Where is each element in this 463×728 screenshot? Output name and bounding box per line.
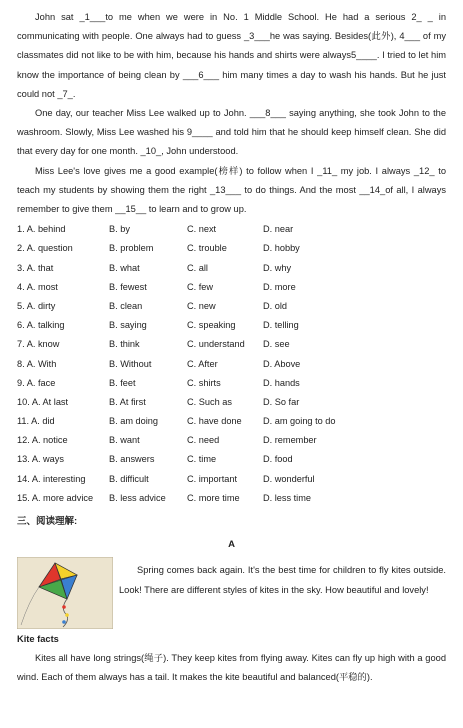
- option-row: [17, 278, 446, 297]
- option-choice: D. telling: [263, 320, 299, 331]
- section-title: 三、阅读理解:: [17, 516, 78, 528]
- option-choice: B. want: [109, 435, 140, 446]
- option-choice: 15. A. more advice: [17, 492, 94, 503]
- option-choice: 3. A. that: [17, 262, 54, 273]
- option-choice: 8. A. With: [17, 358, 57, 369]
- option-choice: 1. A. behind: [17, 224, 66, 235]
- option-choice: B. think: [109, 339, 140, 350]
- option-choice: B. Without: [109, 358, 152, 369]
- option-choice: B. clean: [109, 300, 143, 311]
- option-row: [17, 259, 446, 278]
- option-choice: D. wonderful: [263, 473, 315, 484]
- option-row: [17, 450, 446, 469]
- option-choice: B. am doing: [109, 416, 159, 427]
- option-choice: C. speaking: [187, 320, 236, 331]
- passage-paragraph-2: One day, our teacher Miss Lee walked up to John. ___8___ saying anything, she took John to the washroom. Slowly, Miss Lee washed his 9____ and told him that he should keep himself clean. She did that every day for one month. _10_, John understood.: [17, 108, 446, 157]
- option-choice: D. near: [263, 224, 294, 235]
- kite-image: [17, 557, 113, 629]
- option-choice: D. see: [263, 339, 290, 350]
- option-choice: D. food: [263, 454, 293, 465]
- kite-block: [17, 557, 446, 629]
- options-list: [17, 220, 446, 508]
- option-choice: D. am going to do: [263, 416, 336, 427]
- option-choice: C. trouble: [187, 243, 227, 254]
- option-choice: B. saying: [109, 320, 147, 331]
- option-choice: 4. A. most: [17, 281, 58, 292]
- option-choice: C. understand: [187, 339, 245, 350]
- option-choice: D. So far: [263, 396, 300, 407]
- option-choice: 11. A. did: [17, 416, 55, 427]
- option-choice: C. all: [187, 262, 208, 273]
- option-row: [17, 412, 446, 431]
- option-choice: D. hobby: [263, 243, 300, 254]
- option-choice: C. After: [187, 358, 218, 369]
- option-choice: B. difficult: [109, 473, 149, 484]
- option-choice: B. problem: [109, 243, 154, 254]
- option-choice: 7. A. know: [17, 339, 60, 350]
- option-row: [17, 355, 446, 374]
- option-choice: C. more time: [187, 492, 240, 503]
- option-choice: 12. A. notice: [17, 435, 68, 446]
- option-choice: 6. A. talking: [17, 320, 65, 331]
- option-choice: 10. A. At last: [17, 396, 69, 407]
- option-choice: 14. A. interesting: [17, 473, 86, 484]
- reading-intro: Spring comes back again. It's the best time for children to fly kites outside. Look! There are different styles of kites in the sky. How beautiful and lovely!: [119, 565, 446, 595]
- passage-paragraph-3: Miss Lee's love gives me a good example(榜样) to follow when I _11_ my job. I always _12_ to teach my students by showing them the right _13___ to do things. And the most __14_of all, I always remember to give them __15__ to learn and to grow up.: [17, 165, 446, 215]
- option-choice: B. feet: [109, 377, 136, 388]
- option-choice: B. answers: [109, 454, 155, 465]
- option-choice: C. time: [187, 454, 217, 465]
- option-choice: C. new: [187, 300, 216, 311]
- option-choice: D. hands: [263, 377, 300, 388]
- option-choice: C. have done: [187, 416, 242, 427]
- option-row: [17, 393, 446, 412]
- option-choice: D. remember: [263, 435, 317, 446]
- option-choice: C. few: [187, 281, 214, 292]
- option-choice: 5. A. dirty: [17, 300, 56, 311]
- option-choice: C. shirts: [187, 377, 221, 388]
- kite-facts-paragraph: Kites all have long strings(绳子). They keep kites from flying away. Kites can fly up high with a good wind. Each of them always has a tail. It makes the kite beautiful and balanced(平稳的).: [17, 653, 446, 683]
- option-row: [17, 431, 446, 450]
- option-choice: D. Above: [263, 358, 301, 369]
- passage-paragraph-1: John sat _1___to me when we were in No. 1 Middle School. He had a serious 2_ _ in communicating with people. One always had to guess _3___he was saying. Besides(此外), 4___ of my classmates did not like to be with him, because his hands and shirts were always5____. I tried to let him know the importance of being clean by ___6___ him many times a day to wash his hands. But he just could not _7_.: [17, 12, 446, 99]
- option-choice: B. by: [109, 224, 130, 235]
- option-choice: 9. A. face: [17, 377, 56, 388]
- option-choice: B. less advice: [109, 492, 166, 503]
- option-choice: C. important: [187, 473, 238, 484]
- option-choice: C. need: [187, 435, 220, 446]
- option-choice: D. more: [263, 281, 296, 292]
- option-choice: B. what: [109, 262, 140, 273]
- option-choice: 13. A. ways: [17, 454, 64, 465]
- option-choice: 2. A. question: [17, 243, 73, 254]
- option-row: [17, 335, 446, 354]
- option-row: [17, 489, 446, 508]
- option-row: [17, 297, 446, 316]
- option-choice: C. next: [187, 224, 217, 235]
- option-choice: B. fewest: [109, 281, 147, 292]
- passage-letter: A: [228, 539, 235, 551]
- option-choice: C. Such as: [187, 396, 232, 407]
- option-choice: D. less time: [263, 492, 311, 503]
- option-choice: B. At first: [109, 396, 146, 407]
- option-choice: D. why: [263, 262, 292, 273]
- kite-facts-heading: Kite facts: [17, 634, 59, 645]
- option-row: [17, 470, 446, 489]
- option-row: [17, 220, 446, 239]
- option-row: [17, 374, 446, 393]
- option-row: [17, 239, 446, 258]
- option-row: [17, 316, 446, 335]
- option-choice: D. old: [263, 300, 288, 311]
